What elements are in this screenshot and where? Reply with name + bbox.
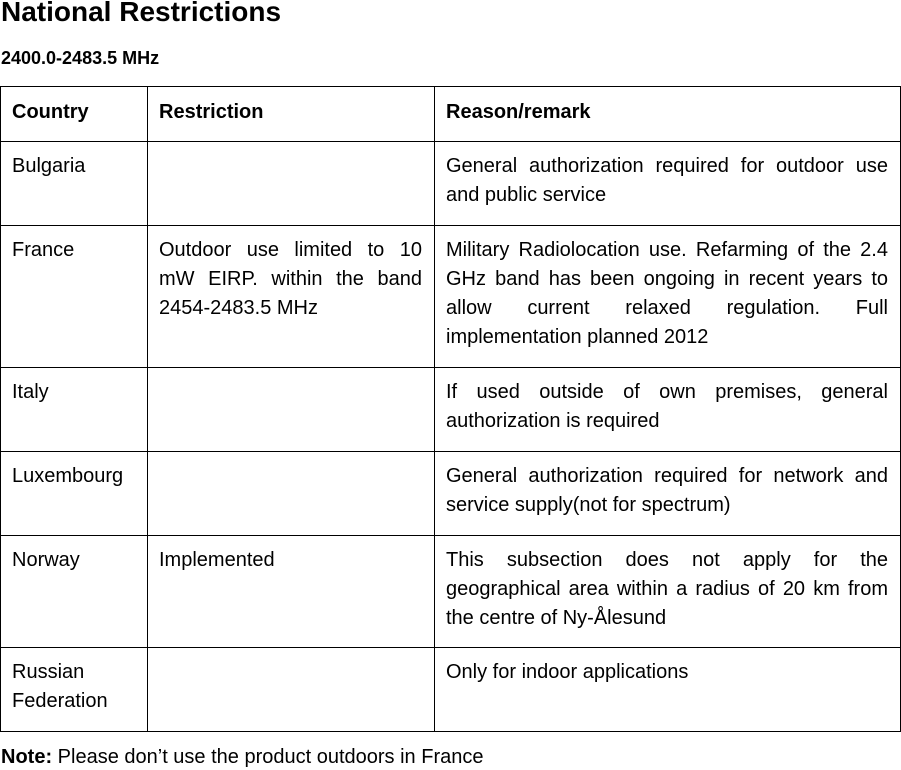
country-cell: Norway [1, 536, 148, 648]
column-header-restriction: Restriction [148, 87, 435, 142]
column-header-country: Country [1, 87, 148, 142]
reason-cell: General authorization required for outdoor use and public service [435, 142, 901, 226]
restriction-cell [148, 452, 435, 536]
table-header-row [1, 87, 901, 142]
note-text: Please don’t use the product outdoors in France [52, 746, 484, 768]
restriction-cell [148, 142, 435, 226]
country-cell: Russian Federation [1, 648, 148, 732]
country-cell: Italy [1, 368, 148, 452]
country-cell: Luxembourg [1, 452, 148, 536]
reason-cell: General authorization required for network and service supply(not for spectrum) [435, 452, 901, 536]
footnote [1, 744, 484, 770]
table-row [1, 452, 901, 536]
reason-cell: Only for indoor applications [435, 648, 901, 732]
table-row [1, 536, 901, 648]
reason-cell: Military Radiolocation use. Refarming of the 2.4 GHz band has been ongoing in recent years to allow current relaxed regulation. Full implementation planned 2012 [435, 226, 901, 368]
frequency-band-heading: 2400.0-2483.5 MHz [1, 48, 160, 68]
table-row [1, 368, 901, 452]
table-row [1, 226, 901, 368]
reason-cell: If used outside of own premises, general authorization is required [435, 368, 901, 452]
restriction-cell [148, 648, 435, 732]
page-title: National Restrictions [1, 0, 282, 27]
column-header-reason: Reason/remark [435, 87, 901, 142]
restrictions-table [0, 86, 901, 732]
country-cell: Bulgaria [1, 142, 148, 226]
restriction-cell: Outdoor use limited to 10 mW EIRP. within the band 2454-2483.5 MHz [148, 226, 435, 368]
country-cell: France [1, 226, 148, 368]
restriction-cell [148, 368, 435, 452]
reason-cell: This subsection does not apply for the geographical area within a radius of 20 km from the centre of Ny-Ålesund [435, 536, 901, 648]
table-row [1, 648, 901, 732]
restriction-cell: Implemented [148, 536, 435, 648]
table-row [1, 142, 901, 226]
note-label: Note: [1, 746, 53, 768]
